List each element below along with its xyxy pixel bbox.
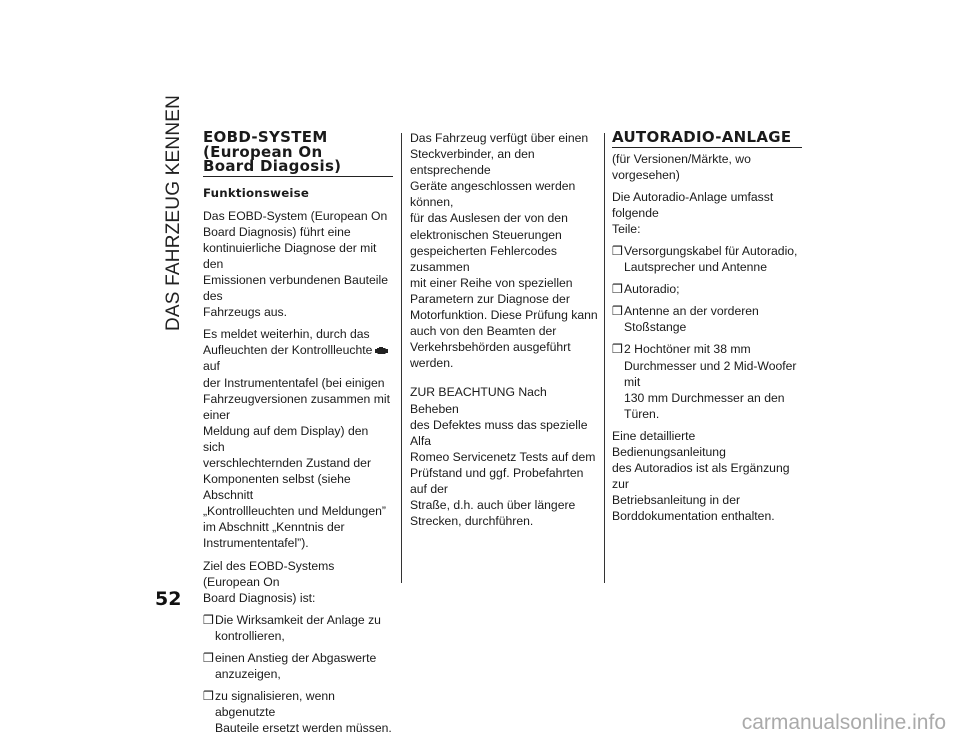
checkbox-bullet-icon: ❒ <box>612 243 623 258</box>
section-heading-eobd: EOBD-SYSTEM (European On Board Diagosis) <box>203 130 393 177</box>
checkbox-bullet-icon: ❒ <box>203 612 214 627</box>
list-item: ❒ zu signalisieren, wenn abgenutzte Bauteile ersetzt werden müssen. <box>203 689 392 736</box>
section-heading-autoradio: AUTORADIO-ANLAGE <box>612 130 802 148</box>
checkbox-bullet-icon: ❒ <box>203 651 214 666</box>
watermark: carmanualsonline.info <box>741 711 946 734</box>
paragraph: (für Versionen/Märkte, wo vorgesehen) <box>612 151 751 182</box>
list-item: ❒ Antenne an der vorderen Stoßstange <box>612 304 759 335</box>
list-item: ❒ 2 Hochtöner mit 38 mm Durchmesser und 2 Mid-Woofer mit 130 mm Durchmesser an den Türen. <box>612 342 797 421</box>
column-divider <box>604 133 605 583</box>
column-diagnosis <box>410 130 598 535</box>
checkbox-bullet-icon: ❒ <box>612 342 623 357</box>
subheading-funktionsweise: Funktionsweise <box>203 185 310 200</box>
column-divider <box>401 133 402 583</box>
list-item: ❒ Versorgungskabel für Autoradio, Lautsprecher und Antenne <box>612 243 798 275</box>
paragraph: Ziel des EOBD-Systems (European On Board Diagnosis) ist: <box>203 558 335 605</box>
list-item: ❒ Die Wirksamkeit der Anlage zu kontrollieren, <box>203 612 381 643</box>
checkbox-bullet-icon: ❒ <box>612 282 623 297</box>
list-item: ❒ Autoradio; <box>612 282 680 297</box>
chapter-title: DAS FAHRZEUG KENNEN <box>163 94 184 331</box>
page-number: 52 <box>155 588 182 610</box>
paragraph: Das EOBD-System (European On Board Diagnosis) führt eine kontinuierliche Diagnose der mit den Emissionen verbundenen Bauteile des Fahrzeugs aus. <box>203 208 388 320</box>
paragraph: Das Fahrzeug verfügt über einen Steckverbinder, an den entsprechende Geräte angeschlossen werden können, für das Auslesen der von den elektronischen Steuerungen gespeicherten Fehlercodes zusammen mit einer Reihe von speziellen Parametern zur Diagnose der Motorfunktion. Diese Prüfung kann auch von den Beamten der Verkehrsbehörden ausgeführt werden. <box>410 131 598 371</box>
checkbox-bullet-icon: ❒ <box>203 689 214 704</box>
column-autoradio <box>612 130 802 530</box>
paragraph: Es meldet weiterhin, durch das Aufleuchten der Kontrollleuchteauf der Instrumententafel (bei einigen Fahrzeugversionen zusammen mit einer Meldung auf dem Display) den sich verschlechternden Zustand der Komponenten selbst (siehe Abschnitt „Kontrollleuchten und Meldungen” im Abschnitt „Kenntnis der Instrumententafel”). <box>203 327 390 551</box>
checkbox-bullet-icon: ❒ <box>612 304 623 319</box>
engine-check-icon <box>374 343 389 352</box>
list-item: ❒ einen Anstieg der Abgaswerte anzuzeigen, <box>203 651 377 682</box>
paragraph: Eine detaillierte Bedienungsanleitung des Autoradios ist als Ergänzung zur Betriebsanleitung in der Borddokumentation enthalten. <box>612 428 790 524</box>
paragraph: Die Autoradio-Anlage umfasst folgende Teile: <box>612 189 774 236</box>
column-eobd <box>203 130 393 743</box>
note-paragraph: ZUR BEACHTUNG Nach Beheben des Defektes muss das spezielle Alfa Romeo Servicenetz Tests auf dem Prüfstand und ggf. Probefahrten auf der Straße, d.h. auch über längere Strecken, durchführen. <box>410 385 596 529</box>
